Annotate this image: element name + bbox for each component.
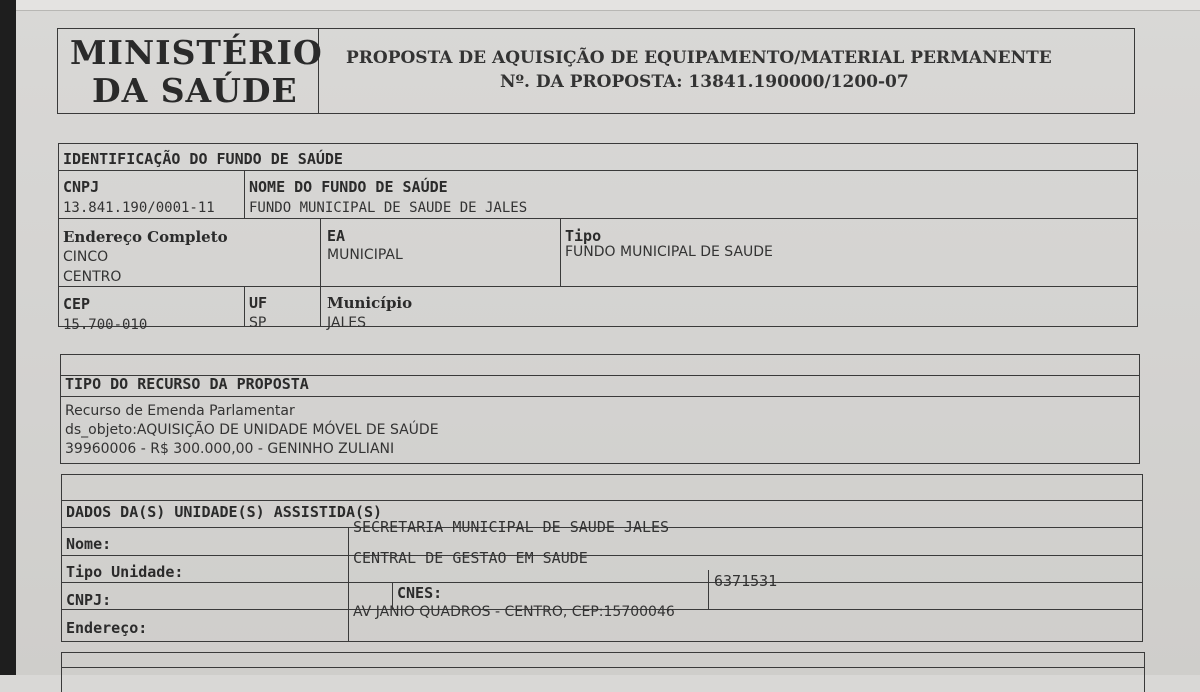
fundo-header-divider xyxy=(58,170,1138,171)
unidade-row1-divider xyxy=(61,555,1143,556)
ministry-name-line1: MINISTÉRIO xyxy=(70,33,323,72)
unidade-cnes-col-divider-b xyxy=(708,570,709,609)
unidade-cnpj-label: CNPJ: xyxy=(66,591,112,609)
recurso-subheader-divider xyxy=(60,396,1140,397)
fundo-row3-col-divider-a xyxy=(244,286,245,327)
unidade-nome-label: Nome: xyxy=(66,535,112,553)
fundo-cep-value: 15.700-010 xyxy=(63,317,148,333)
unidade-section-title: DADOS DA(S) UNIDADE(S) ASSISTIDA(S) xyxy=(66,503,383,521)
fundo-uf-value: SP xyxy=(249,315,267,331)
unidade-tipo-label: Tipo Unidade: xyxy=(66,563,184,581)
recurso-line3: 39960006 - R$ 300.000,00 - GENINHO ZULIANI xyxy=(65,441,395,457)
fundo-row3-col-divider-b xyxy=(320,286,321,327)
unidade-cnes-value: 6371531 xyxy=(714,572,778,590)
fundo-tipo-label: Tipo xyxy=(565,227,602,245)
fundo-municipio-label: Município xyxy=(327,294,413,312)
fundo-ea-value: MUNICIPAL xyxy=(327,247,403,263)
unidade-top-divider xyxy=(61,500,1143,501)
fundo-row2-col-divider-a xyxy=(320,218,321,286)
fundo-row2-divider xyxy=(58,286,1138,287)
proposal-number: Nº. DA PROPOSTA: 13841.190000/1200-07 xyxy=(500,72,909,92)
fundo-row1-col-divider xyxy=(244,170,245,218)
next-section-divider xyxy=(61,667,1145,668)
unidade-cnes-label: CNES: xyxy=(397,584,443,602)
unidade-endereco-value: AV JANIO QUADROS - CENTRO, CEP:15700046 xyxy=(353,604,675,620)
unidade-endereco-label: Endereço: xyxy=(66,619,148,637)
fundo-cnpj-value: 13.841.190/0001-11 xyxy=(63,200,215,216)
fundo-row1-divider xyxy=(58,218,1138,219)
fundo-cep-label: CEP xyxy=(63,295,91,313)
fundo-ea-label: EA xyxy=(327,227,346,245)
fundo-uf-label: UF xyxy=(249,294,268,312)
fundo-endereco-label: Endereço Completo xyxy=(63,228,228,246)
document-title: PROPOSTA DE AQUISIÇÃO DE EQUIPAMENTO/MATERIAL PERMANENTE xyxy=(346,48,1052,68)
fundo-nome-label: NOME DO FUNDO DE SAÚDE xyxy=(249,178,448,196)
fundo-row2-col-divider-b xyxy=(560,218,561,286)
fundo-cnpj-label: CNPJ xyxy=(63,178,100,196)
unidade-label-col-divider xyxy=(348,527,349,642)
next-section-partial xyxy=(61,652,1145,692)
page-top-edge xyxy=(16,0,1200,11)
monitor-bezel xyxy=(0,0,16,675)
recurso-section-title: TIPO DO RECURSO DA PROPOSTA xyxy=(65,375,309,393)
fundo-endereco-line2: CENTRO xyxy=(63,269,122,285)
fundo-section-title: IDENTIFICAÇÃO DO FUNDO DE SAÚDE xyxy=(63,150,343,168)
recurso-line1: Recurso de Emenda Parlamentar xyxy=(65,403,295,419)
fundo-municipio-value: JALES xyxy=(327,315,366,331)
fundo-tipo-value: FUNDO MUNICIPAL DE SAUDE xyxy=(565,244,773,260)
unidade-tipo-value: CENTRAL DE GESTAO EM SAUDE xyxy=(353,549,588,567)
fundo-nome-value: FUNDO MUNICIPAL DE SAUDE DE JALES xyxy=(249,200,528,216)
unidade-nome-value: SECRETARIA MUNICIPAL DE SAUDE JALES xyxy=(353,518,670,536)
ministry-name-line2: DA SAÚDE xyxy=(92,71,298,110)
fundo-endereco-line1: CINCO xyxy=(63,249,109,265)
unidade-row2-divider xyxy=(61,582,1143,583)
recurso-line2: ds_objeto:AQUISIÇÃO DE UNIDADE MÓVEL DE SAÚDE xyxy=(65,422,439,438)
